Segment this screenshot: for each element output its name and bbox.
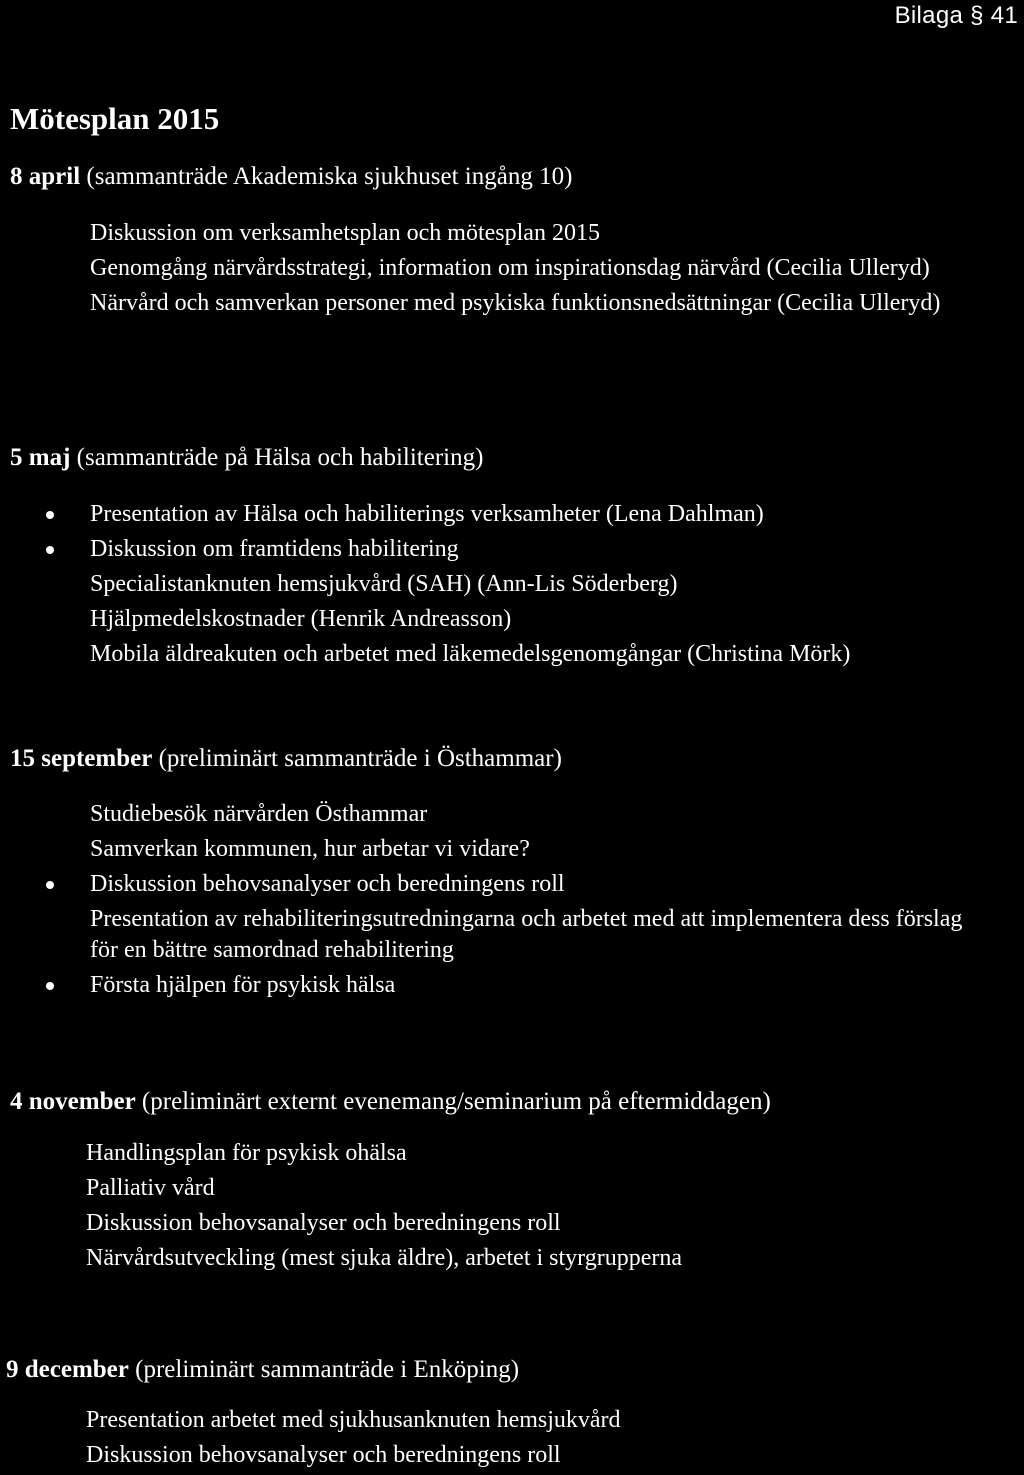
agenda-item: Palliativ vård	[86, 1175, 215, 1201]
annex-label: Bilaga § 41	[894, 2, 1018, 29]
meeting-heading	[10, 160, 572, 194]
agenda-item: Samverkan kommunen, hur arbetar vi vidare?	[90, 836, 530, 862]
agenda-item: Presentation av rehabiliteringsutredningarna och arbetet med att implementera dess förslag för en bättre samordnad rehabilitering	[90, 906, 963, 963]
meeting-note: (preliminärt sammanträde i Östhammar)	[158, 745, 562, 772]
meeting-date: 8 april	[10, 163, 81, 190]
agenda-list	[86, 1405, 986, 1475]
meeting-note: (sammanträde Akademiska sjukhuset ingång 10)	[86, 163, 573, 190]
agenda-list	[86, 1138, 986, 1278]
agenda-item: Specialistanknuten hemsjukvård (SAH) (Ann-Lis Söderberg)	[90, 571, 678, 597]
page-title: Mötesplan 2015	[10, 101, 220, 136]
agenda-item: Hjälpmedelskostnader (Henrik Andreasson)	[90, 606, 512, 632]
meeting-heading	[10, 441, 483, 475]
agenda-item: Handlingsplan för psykisk ohälsa	[86, 1140, 407, 1166]
meeting-heading	[10, 1085, 771, 1119]
meeting-note: (sammanträde på Hälsa och habilitering)	[76, 444, 484, 471]
agenda-list	[90, 799, 990, 1005]
meeting-note: (preliminärt externt evenemang/seminarium på eftermiddagen)	[141, 1088, 771, 1115]
agenda-item: Första hjälpen för psykisk hälsa	[90, 970, 990, 1001]
agenda-item: Närvård och samverkan personer med psykiska funktionsnedsättningar (Cecilia Ulleryd)	[90, 290, 941, 316]
meeting-date: 9 december	[6, 1356, 129, 1383]
meeting-note: (preliminärt sammanträde i Enköping)	[135, 1356, 520, 1383]
agenda-item: Diskussion om framtidens habilitering	[90, 534, 990, 565]
agenda-item: Diskussion om verksamhetsplan och mötesplan 2015	[90, 220, 600, 246]
agenda-item: Presentation arbetet med sjukhusanknuten hemsjukvård	[86, 1407, 621, 1433]
meeting-heading	[10, 742, 562, 776]
agenda-item: Mobila äldreakuten och arbetet med läkemedelsgenomgångar (Christina Mörk)	[90, 641, 851, 667]
agenda-item: Diskussion behovsanalyser och beredningens roll	[86, 1442, 561, 1468]
agenda-item: Diskussion behovsanalyser och beredningens roll	[90, 869, 990, 900]
agenda-item: Närvårdsutveckling (mest sjuka äldre), arbetet i styrgrupperna	[86, 1245, 683, 1271]
meeting-date: 4 november	[10, 1088, 136, 1115]
agenda-list	[90, 499, 990, 674]
meeting-date: 5 maj	[10, 444, 71, 471]
agenda-item: Studiebesök närvården Östhammar	[90, 801, 428, 827]
agenda-item: Presentation av Hälsa och habiliterings verksamheter (Lena Dahlman)	[90, 499, 990, 530]
agenda-item: Genomgång närvårdsstrategi, information om inspirationsdag närvård (Cecilia Ulleryd)	[90, 255, 930, 281]
agenda-list	[90, 218, 970, 323]
agenda-item: Diskussion behovsanalyser och beredningens roll	[86, 1210, 561, 1236]
meeting-date: 15 september	[10, 745, 153, 772]
meeting-heading	[6, 1353, 519, 1387]
